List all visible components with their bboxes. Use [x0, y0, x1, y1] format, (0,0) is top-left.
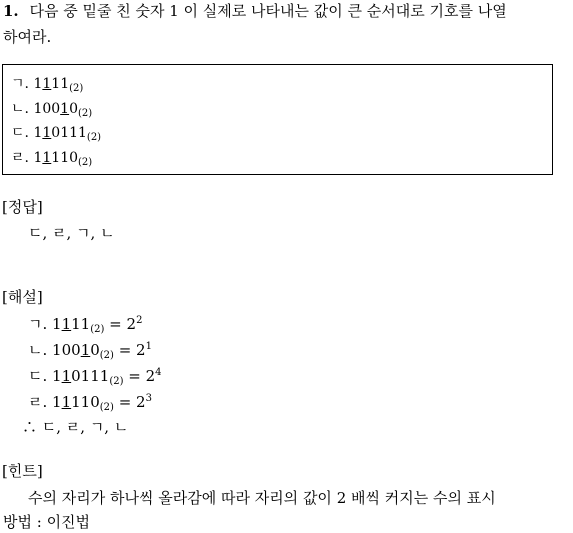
choices-box: [2, 64, 553, 175]
explanation-row: ㄷ. $110111_{(2)} = 2^4$: [28, 367, 162, 387]
underlined-digit: 1: [80, 341, 91, 359]
choice-item: ㄴ. $10010_{(2)}$: [11, 101, 93, 119]
underlined-digit: 1: [61, 315, 72, 333]
underlined-digit: 1: [42, 150, 52, 166]
underlined-digit: 1: [42, 125, 52, 141]
explanation-row: ㄹ. $11110_{(2)} = 2^3$: [28, 393, 152, 413]
question-text: 다음 중 밑줄 친 숫자 1 이 실제로 나타내는 값이 큰 순서대로 기호를 나열: [29, 2, 507, 20]
choice-item: ㄷ. $110111_{(2)}$: [11, 125, 102, 143]
answer-header: [정답]: [2, 198, 43, 216]
question-number: 1.: [3, 2, 19, 20]
underlined-digit: 1: [60, 101, 70, 117]
explanation-header: [해설]: [2, 288, 43, 306]
underlined-digit: 1: [61, 393, 72, 411]
choice-item: ㄹ. $11110_{(2)}$: [11, 150, 93, 168]
choice-item: ㄱ. $1111_{(2)}$: [11, 76, 84, 94]
hint-line-1: 수의 자리가 하나씩 올라감에 따라 자리의 값이 2 배씩 커지는 수의 표시: [28, 489, 496, 507]
explanation-row: ㄱ. $1111_{(2)} = 2^2$: [28, 315, 143, 335]
hint-line-2: 방법 : 이진법: [3, 513, 91, 531]
explanation-conclusion: ∴ ㄷ, ㄹ, ㄱ, ㄴ: [22, 418, 129, 436]
underlined-digit: 1: [61, 367, 72, 385]
answer-text: ㄷ, ㄹ, ㄱ, ㄴ: [28, 224, 115, 242]
underlined-digit: 1: [42, 76, 52, 92]
question-line-2: 하여라.: [3, 28, 52, 46]
hint-header: [힌트]: [2, 462, 43, 480]
question-line-1: [3, 4, 507, 19]
explanation-row: ㄴ. $10010_{(2)} = 2^1$: [28, 341, 152, 361]
